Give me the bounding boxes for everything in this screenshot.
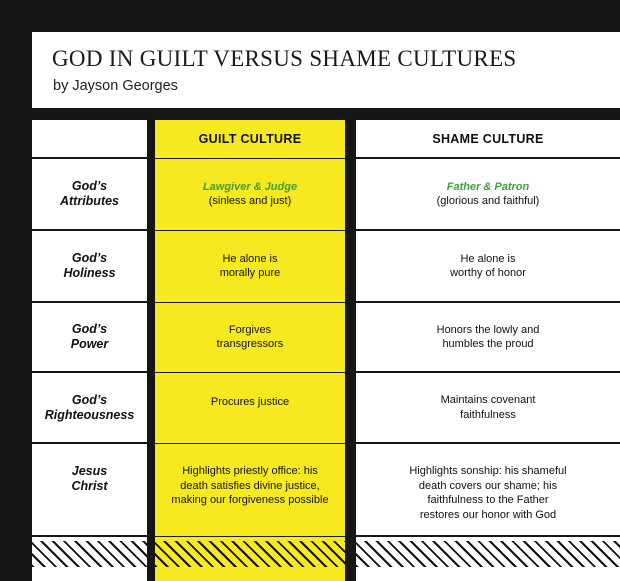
shame-cell [356,231,620,301]
shame-cell-heading: Father & Patron [446,180,530,193]
shame-cell-line: faithfulness [460,408,516,421]
shame-cell [356,444,620,535]
row-label [32,303,147,371]
hatch-pattern [32,541,147,567]
guilt-cell-line: Forgives [228,323,272,336]
shame-cell-line: death covers our shame; his [418,479,558,492]
guilt-cell [155,373,345,431]
shame-cell [356,303,620,371]
shame-cell-line: Honors the lowly and [436,323,540,336]
guilt-cell-line: Procures justice [210,395,290,408]
guilt-column-header [155,120,345,157]
row-label-line: God’s [71,392,108,407]
shame-cell-line: Maintains covenant [440,394,536,406]
shame-cell-line: Highlights sonship: his shameful [409,465,567,477]
shame-cell-line: worthy of honor [450,267,526,279]
row-label-line: Attributes [59,194,120,208]
row-label-line: Christ [71,479,108,493]
hatch-pattern [356,541,620,567]
footer-band-right [356,537,620,581]
page-title: GOD IN GUILT VERSUS SHAME CULTURES [52,46,517,71]
shame-cell-line: He alone is [460,252,516,265]
guilt-cell-line: morally pure [219,267,281,279]
shame-cell-line: humbles the proud [442,338,534,350]
shame-column-header-label: SHAME CULTURE [432,131,544,146]
row-label [32,444,147,535]
guilt-cell-line: transgressors [216,338,284,350]
guilt-cell-line: making our forgiveness possible [171,494,329,506]
guilt-column-header-label: GUILT CULTURE [198,131,302,146]
guilt-cell-line: Highlights priestly office: his [182,465,318,477]
row-label-line: God’s [71,322,108,336]
guilt-cell [155,303,345,371]
guilt-cell [155,444,345,535]
row-label-line: God’s [71,179,108,193]
guilt-cell [155,159,345,229]
shame-column-header [356,120,620,157]
row-label [32,373,147,442]
guilt-cell-heading: Lawgiver & Judge [202,180,298,193]
byline: by Jayson Georges [53,78,178,94]
footer-band-guilt [155,537,345,581]
row-label-header-cell [32,120,147,157]
hatch-pattern [155,541,345,567]
shame-cell-line: (glorious and faithful) [436,195,540,207]
row-label-line: Righteousness [44,407,135,422]
shame-cell-line: restores our honor with God [419,508,557,521]
guilt-cell-line: He alone is [222,252,278,265]
guilt-cell-line: (sinless and just) [208,195,292,207]
shame-cell [356,373,620,442]
guilt-cell-line: death satisfies divine justice, [180,479,320,492]
row-label-line: Power [70,337,109,351]
row-label [32,231,147,301]
row-label-line: Holiness [63,266,116,280]
guilt-cell [155,231,345,301]
row-label [32,159,147,229]
footer-band-left [32,537,147,581]
header [32,32,620,108]
row-label-line: Jesus [71,464,108,478]
row-label-line: God’s [71,251,108,265]
shame-cell [356,159,620,229]
shame-cell-line: faithfulness to the Father [427,494,549,506]
